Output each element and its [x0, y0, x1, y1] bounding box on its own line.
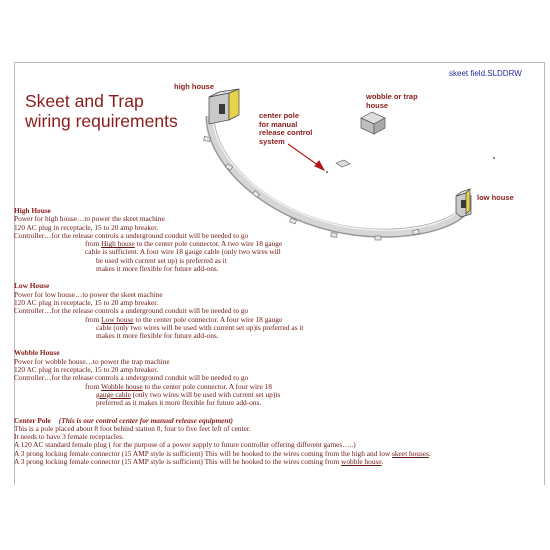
section-high-house	[14, 207, 544, 273]
note-line: 120 AC plug in receptacle, 15 to 20 amp breaker.	[14, 297, 159, 307]
note-line: This is a pole placed about 8 foot behind station 8, four to five feet left of center.	[14, 423, 251, 433]
station-marker	[204, 137, 211, 142]
callout-center-pole-line: for manual	[259, 119, 298, 129]
note-text: .	[381, 457, 384, 467]
note-text: A 3 prong locking female connector (15 AMP style is sufficient) This will be hooked to the wires coming from	[14, 457, 342, 467]
section-title: High House	[14, 206, 51, 215]
note-line: cable is sufficient. A four wire 18 gauge cable (only two wires will	[85, 247, 281, 257]
section-wobble-house	[14, 349, 544, 407]
note-text: from	[85, 239, 102, 249]
title-line-2: wiring requirements	[25, 111, 178, 131]
high-house-building	[209, 89, 239, 124]
note-line: makes it more flexible for future add-ons.	[96, 264, 219, 274]
note-line	[14, 391, 544, 399]
callout-low-house: low house	[477, 193, 514, 202]
center-pole-pad	[336, 160, 350, 167]
callout-center-pole-line: release control	[259, 128, 313, 137]
note-line	[14, 458, 544, 466]
section-title: Wobble House	[14, 348, 60, 358]
callout-arrows	[288, 144, 324, 170]
callout-center-pole-line: system	[259, 136, 285, 146]
center-pole-title: Center Pole	[14, 415, 51, 425]
note-text: to the center pole connector. A four wire 18	[142, 381, 272, 391]
callout-wobble-house-line: house	[366, 100, 389, 110]
callout-center-pole	[259, 112, 312, 146]
note-line: Power for high house…to power the skeet machine	[14, 214, 165, 224]
low-house-underlined: Low house	[101, 314, 134, 324]
note-text: from	[85, 381, 101, 391]
callout-high-house: high house	[174, 82, 214, 91]
callout-wobble-house	[366, 93, 418, 110]
title-line-1: Skeet and Trap	[25, 91, 144, 111]
note-line: Controller…for the release controls a underground conduit will be needed to go	[14, 230, 249, 240]
note-text: A 3 prong locking female connector (15 AMP style is sufficient) This will be hooked to the wires coming from the high and low	[14, 448, 393, 458]
note-text: to the center pole connector. A four wire 18 gauge	[133, 314, 283, 324]
center-pole-point	[326, 171, 328, 173]
note-line: cable (only two wires will be used with current set up)is preferred as it	[96, 322, 304, 332]
note-line: A 120 AC standard female plug ( for the purpose of a power supply to future controller offering different games…..)	[14, 440, 356, 450]
note-line: Controller…for the release controls a underground conduit will be needed to go	[14, 306, 249, 316]
drawing-file-name: skeet field.SLDDRW	[449, 69, 522, 78]
gauge-cable-underlined: gauge cable	[96, 389, 131, 399]
section-low-house	[14, 282, 544, 340]
wobble-house-building	[361, 112, 385, 134]
note-line: preferred as it makes it more flexible for future add-ons.	[96, 398, 262, 408]
note-line: be used with current set up) is preferred as it	[96, 255, 227, 265]
wobble-house-underlined: Wobble house	[100, 381, 143, 391]
center-pole-title-note: (This is our control center for manual release equipment)	[58, 415, 233, 425]
note-line: Power for low house…to power the skeet machine	[14, 289, 163, 299]
note-text: from	[85, 314, 102, 324]
callout-center-pole-line: center pole	[259, 111, 300, 120]
note-line: 120 AC plug in receptacle, 15 to 20 amp breaker.	[14, 222, 159, 232]
note-line: Power for wobble house…to power the trap machine	[14, 356, 170, 366]
field-marker-dot	[493, 157, 495, 159]
note-text: to the center pole connector. A two wire 18 gauge	[134, 239, 283, 249]
callout-wobble-house-line: wobble or trap	[366, 92, 418, 101]
skeet-houses-underlined: skeet houses	[392, 448, 429, 458]
section-center-pole	[14, 417, 544, 467]
note-text: .	[428, 448, 431, 458]
note-line: makes it more flexible for future add-ons.	[96, 331, 219, 341]
note-line: It needs to have 3 female receptacles.	[14, 432, 124, 442]
section-title: Low House	[14, 281, 50, 291]
wiring-notes	[14, 207, 544, 466]
note-line: Controller…for the release controls a underground conduit will be needed to go	[14, 373, 249, 383]
wobble-house-underlined: wobble house	[341, 457, 382, 467]
note-line: 120 AC plug in receptacle, 15 to 20 amp breaker.	[14, 365, 159, 375]
high-house-underlined: High house	[101, 239, 135, 249]
note-text: (only two wires will be used with current set up)is	[130, 389, 281, 399]
